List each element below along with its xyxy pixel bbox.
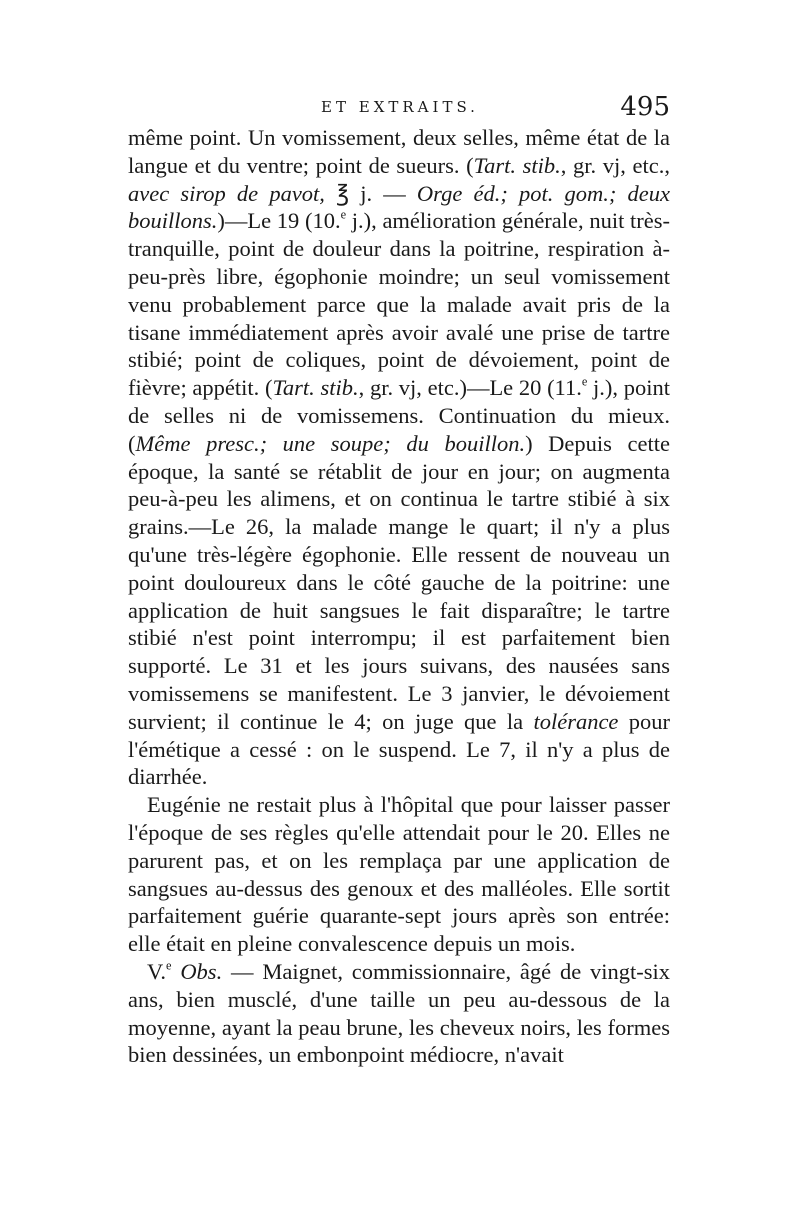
italic-text: Tart. stib. [473, 152, 561, 178]
running-head: ET EXTRAITS. [321, 98, 479, 116]
italic-text: Obs. [180, 958, 223, 984]
paragraph [128, 124, 670, 791]
text-run: , gr. vj, etc., [560, 152, 670, 178]
text-run: ) Depuis cette époque, la santé se rétablit de jour en jour; on augmenta peu-à-peu les alimens, et on continua le tartre stibié à six grains.—Le 26, la malade mange le quart; il n'y a plus qu'une très-légère égophonie. Elle ressent de nouveau un point douloureux dans le côté gauche de la poitrine: une application de huit sangsues le fait disparaître; le tartre stibié n'est point interrompu; il est parfaitement bien supporté. Le 31 et les jours suivans, des nausées sans vomissemens se manifestent. Le 3 janvier, le dévoiement survient; il continue le 4; on juge que la [128, 430, 670, 734]
superscript: e [581, 374, 588, 389]
text-run: )—Le 19 (10. [217, 208, 341, 234]
text-run: V. [147, 958, 166, 984]
text-run: même point. Un vomissement, deux selles, même état de la langue et du ventre; point de sueurs. ( [128, 125, 670, 178]
page-header [130, 92, 670, 124]
text-run: j.), point de selles ni de vomissemens. Continuation du mieux. ( [128, 375, 671, 456]
text-run: pour l'émétique a cessé : on le suspend. Le 7, il n'y a plus de diarrhée. [128, 708, 671, 790]
text-run: , gr. vj, etc.)—Le 20 (11. [358, 375, 582, 401]
body-text [128, 124, 670, 1069]
italic-text: Orge éd.; pot. gom.; deux bouillons. [128, 180, 670, 234]
text-run [171, 959, 180, 984]
superscript: e [340, 208, 347, 223]
text-run: Eugénie ne restait plus à l'hôpital que pour laisser passer l'époque de ses règles qu'elle attendait pour le 20. Elles ne parurent pas, et on les remplaça par une application de sangsues au-dessus des genoux et des malléoles. Elle sortit parfaitement guérie quarante-sept jours après son entrée: elle était en pleine convalescence depuis un mois. [128, 792, 670, 957]
paragraph [128, 958, 670, 1069]
italic-text: avec sirop de pavot, [128, 180, 325, 206]
italic-text: Tart. stib. [272, 375, 359, 401]
superscript: e [165, 958, 172, 973]
page-number: 495 [620, 92, 670, 122]
italic-text: Même presc.; une soupe; du bouillon. [135, 430, 526, 456]
text-run: ℥ j. — [324, 180, 417, 206]
text-run: j.), amélioration générale, nuit très-tranquille, point de douleur dans la poitrine, respiration à-peu-près libre, égophonie moindre; un seul vomissement venu probablement parce que la malade avait pris de la tisane immédiatement après avoir avalé une prise de tartre stibié; point de coliques, point de dévoiement, point de fièvre; appétit. ( [128, 208, 670, 401]
italic-text: tolérance [533, 708, 619, 734]
paragraph [128, 791, 670, 958]
text-run: — Maignet, commissionnaire, âgé de vingt-six ans, bien musclé, d'une taille un peu au-dessous de la moyenne, ayant la peau brune, les cheveux noirs, les formes bien dessinées, un embonpoint médiocre, n'avait [128, 958, 671, 1068]
